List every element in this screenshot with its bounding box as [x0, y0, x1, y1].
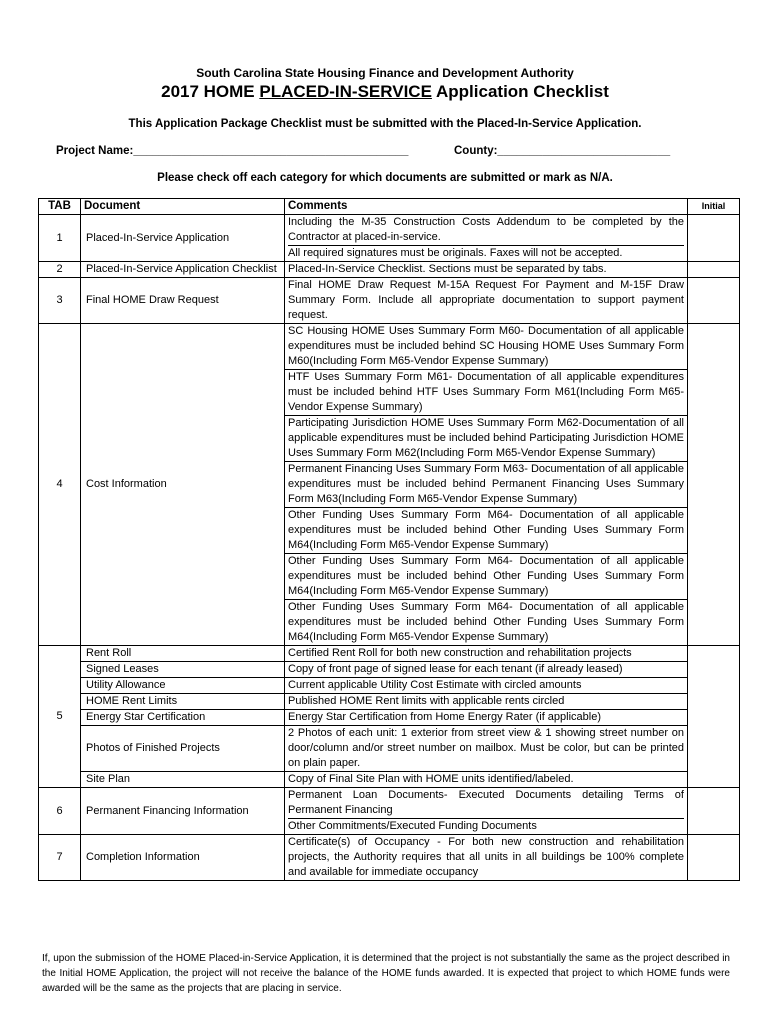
- project-name-field[interactable]: Project Name:___________________________________________: [56, 145, 409, 157]
- document-name: Site Plan: [81, 772, 285, 788]
- organization-name: South Carolina State Housing Finance and Development Authority: [196, 66, 574, 80]
- county-field[interactable]: County:___________________________: [454, 145, 671, 157]
- tab-number: 1: [39, 215, 81, 262]
- comment-text: Other Funding Uses Summary Form M64- Documentation of all applicable expenditures must be included behind Other Funding Uses Summary Form M64(Including Form M65-Vendor Expense Summary): [285, 600, 688, 646]
- title-suffix: Application Checklist: [431, 82, 609, 101]
- document-name: HOME Rent Limits: [81, 694, 285, 710]
- document-name: Cost Information: [81, 324, 285, 646]
- table-header-row: [39, 199, 740, 215]
- comment-text: Current applicable Utility Cost Estimate with circled amounts: [285, 678, 688, 694]
- tab-number: 2: [39, 262, 81, 278]
- checklist-table: [38, 198, 740, 881]
- document-name: Permanent Financing Information: [81, 788, 285, 835]
- comment-text: Energy Star Certification from Home Energy Rater (if applicable): [285, 710, 688, 726]
- initial-cell[interactable]: [688, 324, 740, 646]
- comment-text: Final HOME Draw Request M-15A Request For Payment and M-15F Draw Summary Form. Include all appropriate documentation to support payment request.: [285, 278, 688, 324]
- initial-cell[interactable]: [688, 646, 740, 788]
- comment-text: Copy of front page of signed lease for each tenant (if already leased): [285, 662, 688, 678]
- tab-number: 5: [39, 646, 81, 788]
- tab-number: 3: [39, 278, 81, 324]
- comment-text: Placed-In-Service Checklist. Sections must be separated by tabs.: [285, 262, 688, 278]
- initial-cell[interactable]: [688, 835, 740, 881]
- comment-text: Other Funding Uses Summary Form M64- Documentation of all applicable expenditures must be included behind Other Funding Uses Summary Form M64(Including Form M65-Vendor Expense Summary): [285, 508, 688, 554]
- table-row: [39, 726, 740, 772]
- subtitle: This Application Package Checklist must be submitted with the Placed-In-Service Application.: [128, 118, 642, 130]
- comment-text: HTF Uses Summary Form M61- Documentation of all applicable expenditures must be included behind HTF Uses Summary Form M61(Including Form M65-Vendor Expense Summary): [285, 370, 688, 416]
- instructions: Please check off each category for which documents are submitted or mark as N/A.: [157, 172, 613, 184]
- comment-cell: [285, 788, 688, 835]
- col-header-document: Document: [81, 199, 285, 215]
- initial-cell[interactable]: [688, 278, 740, 324]
- document-name: Final HOME Draw Request: [81, 278, 285, 324]
- table-row: [39, 678, 740, 694]
- tab-number: 4: [39, 324, 81, 646]
- document-name: Placed-In-Service Application Checklist: [81, 262, 285, 278]
- document-name: Photos of Finished Projects: [81, 726, 285, 772]
- comment-text: Including the M-35 Construction Costs Addendum to be completed by the Contractor at placed-in-service.: [288, 216, 684, 243]
- document-name: Energy Star Certification: [81, 710, 285, 726]
- initial-cell[interactable]: [688, 215, 740, 262]
- col-header-initial: Initial: [688, 199, 740, 215]
- initial-cell[interactable]: [688, 262, 740, 278]
- tab-number: 7: [39, 835, 81, 881]
- comment-text: Other Commitments/Executed Funding Documents: [288, 818, 684, 834]
- table-row: [39, 710, 740, 726]
- table-row: [39, 694, 740, 710]
- comment-text: SC Housing HOME Uses Summary Form M60- Documentation of all applicable expenditures must be included behind SC Housing HOME Uses Summary Form M60(Including Form M65-Vendor Expense Summary): [285, 324, 688, 370]
- comment-text: Copy of Final Site Plan with HOME units identified/labeled.: [285, 772, 688, 788]
- comment-cell: [285, 215, 688, 262]
- document-name: Utility Allowance: [81, 678, 285, 694]
- footnote: If, upon the submission of the HOME Placed-in-Service Application, it is determined that the project is not substantially the same as the project described in the Initial HOME Application, the project will not receive the balance of the HOME funds awarded. It is expected that project to which HOME funds were awarded will be the same as the projects that are placing in service.: [42, 953, 730, 994]
- table-row: [39, 278, 740, 324]
- table-row: [39, 662, 740, 678]
- table-row: [39, 772, 740, 788]
- table-row: [39, 646, 740, 662]
- table-row: [39, 324, 740, 370]
- tab-number: 6: [39, 788, 81, 835]
- comment-text: Participating Jurisdiction HOME Uses Summary Form M62-Documentation of all applicable expenditures must be included behind Participating Jurisdiction HOME Uses Summary Form M62(Including Form M65-Vendor Expense Summary): [285, 416, 688, 462]
- document-name: Signed Leases: [81, 662, 285, 678]
- comment-text: Permanent Financing Uses Summary Form M63- Documentation of all applicable expenditures must be included behind Permanent Financing Uses Summary Form M63(Including Form M65-Vendor Expense Summary): [285, 462, 688, 508]
- initial-cell[interactable]: [688, 788, 740, 835]
- comment-text: Other Funding Uses Summary Form M64- Documentation of all applicable expenditures must be included behind Other Funding Uses Summary Form M64(Including Form M65-Vendor Expense Summary): [285, 554, 688, 600]
- document-name: Rent Roll: [81, 646, 285, 662]
- table-row: [39, 262, 740, 278]
- col-header-comments: Comments: [285, 199, 688, 215]
- page-title: [0, 82, 770, 102]
- comment-text: Certificate(s) of Occupancy - For both new construction and rehabilitation projects, the Authority requires that all units in all buildings be 100% complete and available for immediate occupancy: [285, 835, 688, 881]
- comment-text: Published HOME Rent limits with applicable rents circled: [285, 694, 688, 710]
- col-header-tab: TAB: [39, 199, 81, 215]
- table-row: [39, 835, 740, 881]
- title-prefix: 2017 HOME: [161, 82, 260, 101]
- comment-text: 2 Photos of each unit: 1 exterior from street view & 1 showing street number on door/column and/or street number on mailbox. Must be color, but can be printed on plain paper.: [285, 726, 688, 772]
- comment-text: Permanent Loan Documents- Executed Documents detailing Terms of Permanent Financing: [288, 789, 684, 816]
- document-name: Completion Information: [81, 835, 285, 881]
- comment-text: Certified Rent Roll for both new construction and rehabilitation projects: [285, 646, 688, 662]
- document-name: Placed-In-Service Application: [81, 215, 285, 262]
- comment-text: All required signatures must be originals. Faxes will not be accepted.: [288, 245, 684, 261]
- title-underlined: PLACED-IN-SERVICE: [259, 82, 432, 101]
- table-row: [39, 215, 740, 262]
- table-row: [39, 788, 740, 835]
